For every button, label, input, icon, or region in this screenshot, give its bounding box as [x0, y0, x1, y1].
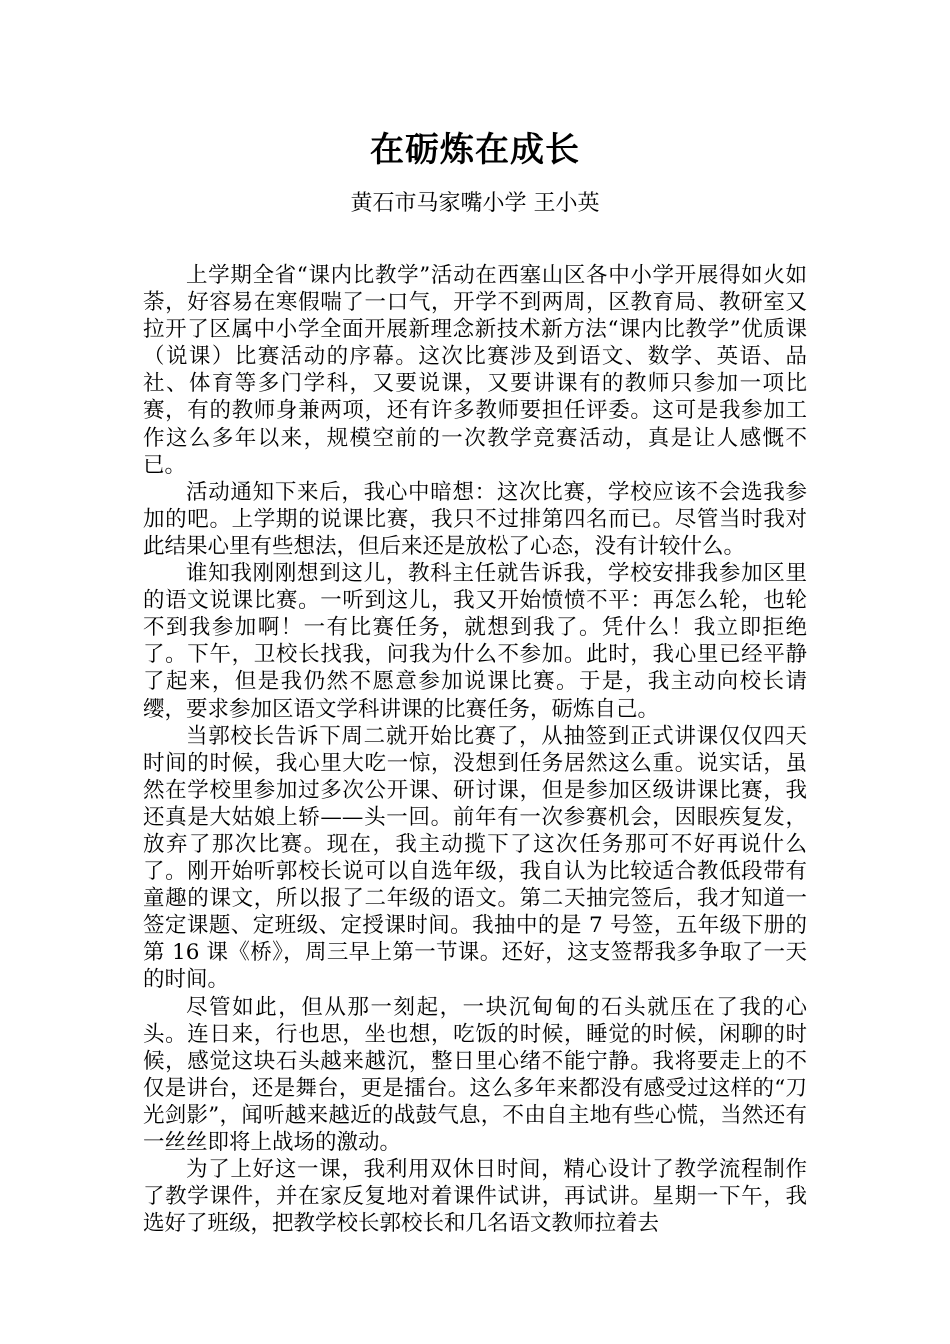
paragraph: 谁知我刚刚想到这儿，教科主任就告诉我，学校安排我参加区里的语文说课比赛。一听到这儿，我又开始愤愤不平：再怎么轮，也轮不到我参加啊！一有比赛任务，就想到我了。凭什么！我立即拒绝了。下午，卫校长找我，问我为什么不参加。此时，我心里已经平静了起来，但是我仍然不愿意参加说课比赛。于是，我主动向校长请缨，要求参加区语文学科讲课的比赛任务，砺炼自己。	[143, 561, 807, 722]
paragraph: 为了上好这一课，我利用双休日时间，精心设计了教学流程制作了教学课件，并在家反复地对着课件试讲，再试讲。星期一下午，我选好了班级，把教学校长郭校长和几名语文教师拉着去	[143, 1157, 807, 1237]
document-title: 在砺炼在成长	[370, 130, 580, 170]
paragraph: 当郭校长告诉下周二就开始比赛了，从抽签到正式讲课仅仅四天时间的时候，我心里大吃一惊，没想到任务居然这么重。说实话，虽然在学校里参加过多次公开课、研讨课，但是参加区级讲课比赛，我还真是大姑娘上轿——头一回。前年有一次参赛机会，因眼疾复发，放弃了那次比赛。现在，我主动揽下了这次任务那可不好再说什么了。刚开始听郭校长说可以自选年级，我自认为比较适合教低段带有童趣的课文，所以报了二年级的语文。第二天抽完签后，我才知道一签定课题、定班级、定授课时间。我抽中的是 7 号签，五年级下册的第 16 课《桥》，周三早上第一节课。还好，这支签帮我多争取了一天的时间。	[143, 723, 807, 993]
document-body	[143, 262, 807, 1237]
paragraph: 上学期全省“课内比教学”活动在西塞山区各中小学开展得如火如荼，好容易在寒假喘了一口气，开学不到两周，区教育局、教研室又拉开了区属中小学全面开展新理念新技术新方法“课内比教学”优质课（说课）比赛活动的序幕。这次比赛涉及到语文、数学、英语、品社、体育等多门学科，又要说课，又要讲课有的教师只参加一项比赛，有的教师身兼两项，还有许多教师要担任评委。这可是我参加工作这么多年以来，规模空前的一次教学竞赛活动，真是让人感慨不已。	[143, 263, 807, 478]
paragraph: 活动通知下来后，我心中暗想：这次比赛，学校应该不会选我参加的吧。上学期的说课比赛，我只不过排第四名而已。尽管当时我对此结果心里有些想法，但后来还是放松了心态，没有计较什么。	[143, 479, 807, 559]
paragraph: 尽管如此，但从那一刻起，一块沉甸甸的石头就压在了我的心头。连日来，行也思，坐也想，吃饭的时候，睡觉的时候，闲聊的时候，感觉这块石头越来越沉，整日里心绪不能宁静。我将要走上的不仅是讲台，还是舞台，更是擂台。这么多年来都没有感受过这样的“刀光剑影”，闻听越来越近的战鼓气息，不由自主地有些心慌，当然还有一丝丝即将上战场的激动。	[143, 994, 807, 1155]
author-line: 黄石市马家嘴小学 王小英	[350, 191, 600, 216]
